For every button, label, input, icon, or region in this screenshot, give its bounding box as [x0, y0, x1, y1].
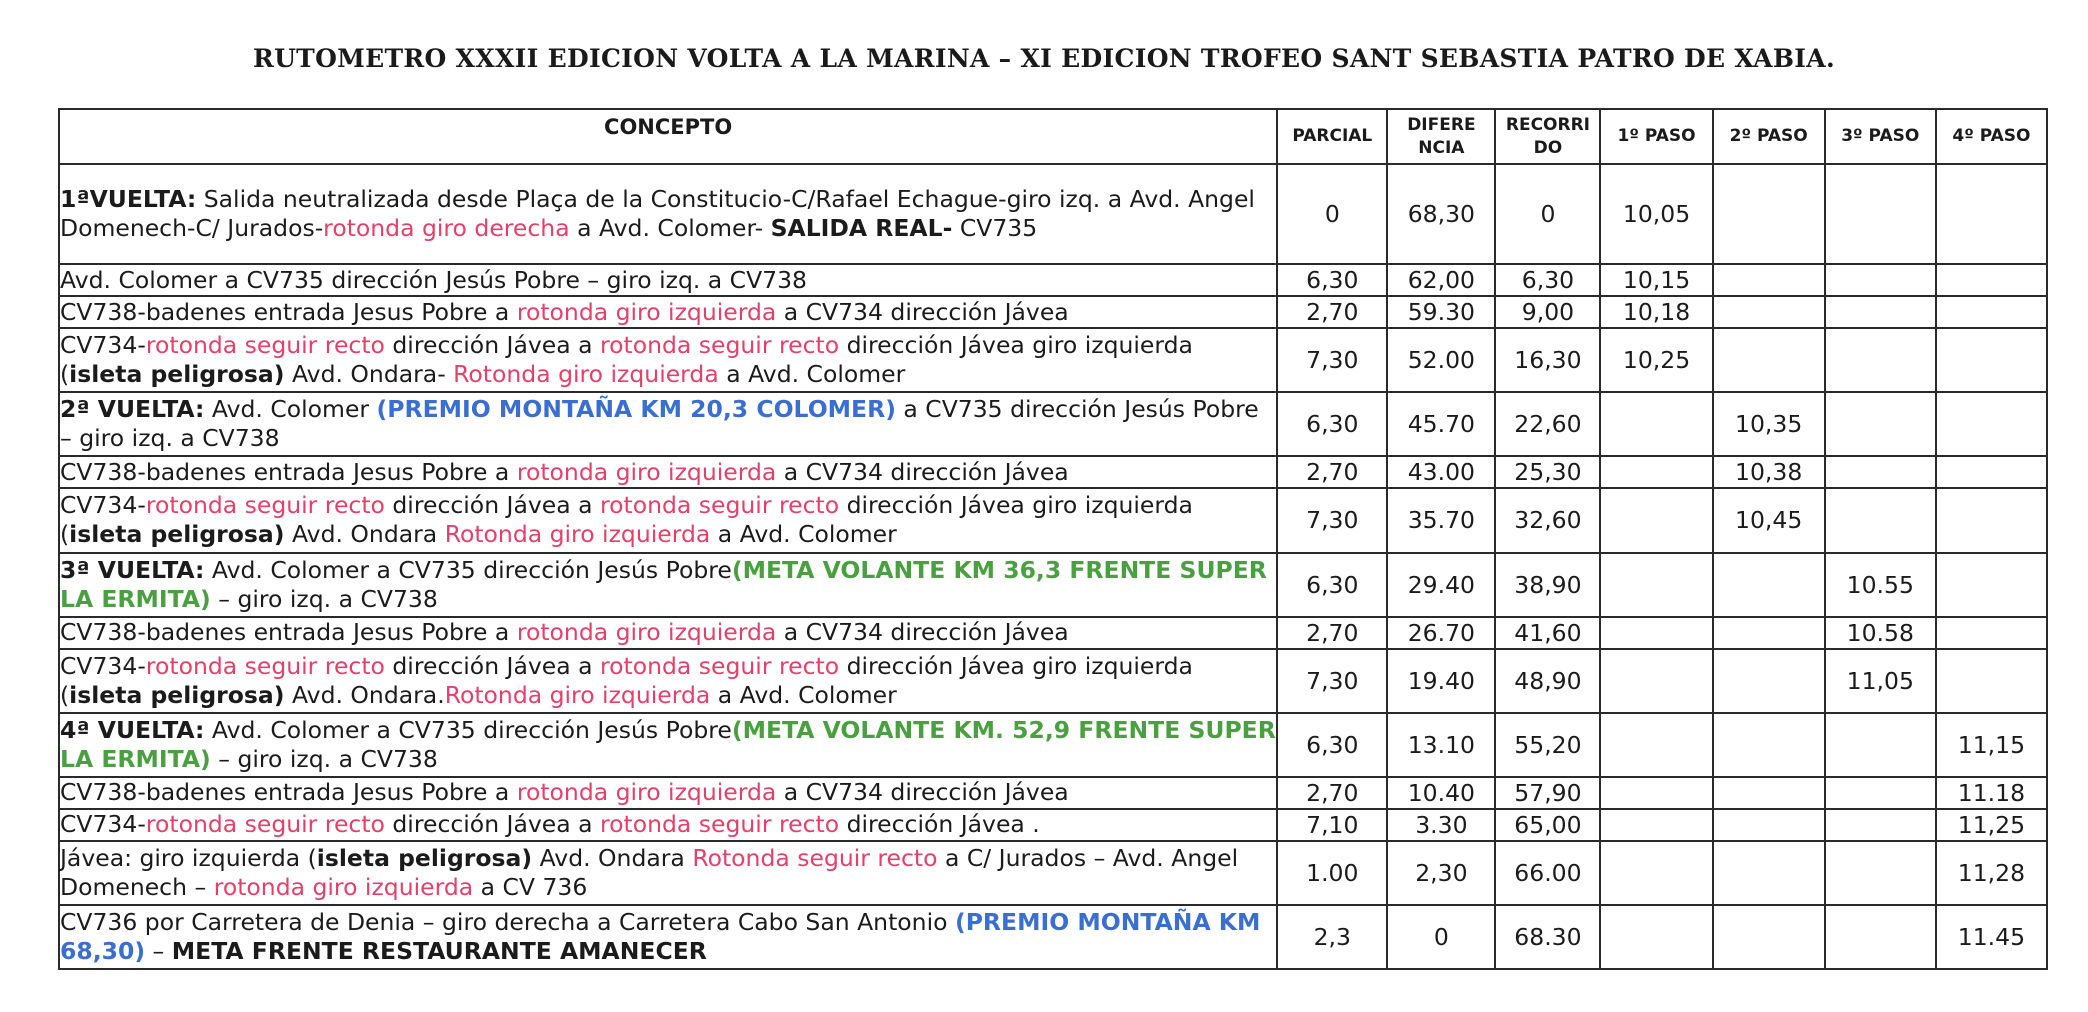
concept-segment: Salida neutralizada desde Plaça de la Constitucio-C/Rafael Echague-giro izq. a Avd. Angel Domenech-C/ Jurados- [60, 185, 1255, 243]
parcial-cell: 7,30 [1277, 328, 1387, 392]
concept-segment: Avd. Colomer a CV735 dirección Jesús Pobre [204, 715, 732, 744]
header-diferencia: DIFERE NCIA [1387, 109, 1495, 164]
concept-segment: isleta peligrosa) [69, 360, 285, 389]
parcial-cell: 2,70 [1277, 456, 1387, 488]
concept-cell [59, 456, 1277, 488]
concept-segment: a CV734 dirección Jávea [776, 618, 1069, 647]
concept-segment: a CV 736 [473, 872, 588, 901]
table-row [59, 713, 2047, 777]
concept-segment: Avd. Colomer [204, 395, 377, 424]
paso-1-cell: 10,25 [1600, 328, 1712, 392]
parcial-cell: 7,30 [1277, 488, 1387, 552]
diferencia-cell: 13.10 [1387, 713, 1495, 777]
concept-segment: a CV734 dirección Jávea [776, 297, 1069, 326]
concept-segment: CV738-badenes entrada Jesus Pobre a [60, 457, 517, 486]
paso-3-cell [1825, 713, 1936, 777]
concept-segment: (META VOLANTE KM. 52,9 FRENTE SUPER LA ERMITA) [60, 715, 1276, 773]
paso-1-cell [1600, 553, 1712, 617]
parcial-cell: 7,10 [1277, 809, 1387, 841]
paso-1-cell [1600, 905, 1712, 969]
paso-3-cell [1825, 809, 1936, 841]
recorrido-cell: 55,20 [1495, 713, 1600, 777]
concept-segment: Avd. Ondara- [284, 360, 454, 389]
concept-segment: a Avd. Colomer [710, 680, 897, 709]
recorrido-cell: 66.00 [1495, 841, 1600, 905]
recorrido-cell: 38,90 [1495, 553, 1600, 617]
paso-4-cell [1936, 553, 2047, 617]
table-row [59, 617, 2047, 649]
concept-cell [59, 809, 1277, 841]
parcial-cell: 6,30 [1277, 264, 1387, 296]
paso-2-cell: 10,35 [1713, 392, 1825, 456]
diferencia-cell: 26.70 [1387, 617, 1495, 649]
concept-segment: CV734- [60, 491, 146, 520]
paso-2-cell [1713, 264, 1825, 296]
diferencia-cell: 43.00 [1387, 456, 1495, 488]
diferencia-cell: 0 [1387, 905, 1495, 969]
paso-4-cell [1936, 264, 2047, 296]
concept-segment: Avd. Ondara [532, 843, 693, 872]
seal-emblem [972, 0, 1052, 10]
concept-segment: Avd. Ondara. [284, 680, 445, 709]
concept-segment: isleta peligrosa) [69, 520, 285, 549]
parcial-cell: 6,30 [1277, 392, 1387, 456]
recorrido-cell: 25,30 [1495, 456, 1600, 488]
paso-3-cell [1825, 328, 1936, 392]
concept-segment: a CV734 dirección Jávea [776, 457, 1069, 486]
diferencia-cell: 2,30 [1387, 841, 1495, 905]
concept-segment: dirección Jávea a [384, 651, 600, 680]
concept-segment: a CV735 dirección Jesús Pobre – giro izq. a CV738 [60, 395, 1259, 453]
paso-1-cell: 10,15 [1600, 264, 1712, 296]
table-row [59, 264, 2047, 296]
paso-4-cell [1936, 617, 2047, 649]
paso-1-cell [1600, 617, 1712, 649]
paso-4-cell: 11.18 [1936, 777, 2047, 809]
paso-1-cell [1600, 713, 1712, 777]
concept-segment: Rotonda giro izquierda [453, 360, 719, 389]
header-paso-3: 3º PASO [1825, 109, 1936, 164]
paso-1-cell [1600, 777, 1712, 809]
concept-segment: a Avd. Colomer- [569, 214, 771, 243]
concept-segment: CV738-badenes entrada Jesus Pobre a [60, 778, 517, 807]
parcial-cell: 2,70 [1277, 296, 1387, 328]
concept-segment: dirección Jávea a [384, 331, 600, 360]
concept-segment: (PREMIO MONTAÑA KM 68,30) [60, 907, 1261, 965]
paso-2-cell [1713, 617, 1825, 649]
concept-cell [59, 553, 1277, 617]
concept-segment: – giro izq. a CV738 [210, 584, 438, 613]
concept-segment: CV734- [60, 331, 146, 360]
paso-2-cell [1713, 553, 1825, 617]
paso-1-cell [1600, 456, 1712, 488]
concept-segment: Rotonda giro izquierda [444, 520, 711, 549]
table-row [59, 488, 2047, 552]
recorrido-cell: 22,60 [1495, 392, 1600, 456]
concept-segment: (PREMIO MONTAÑA KM 20,3 COLOMER) [376, 395, 896, 424]
paso-2-cell [1713, 777, 1825, 809]
table-row [59, 392, 2047, 456]
table-row [59, 905, 2047, 969]
concept-segment: rotonda seguir recto [145, 491, 385, 520]
concept-segment: rotonda seguir recto [600, 491, 840, 520]
concept-segment: dirección Jávea a [384, 810, 600, 839]
diferencia-cell: 45.70 [1387, 392, 1495, 456]
paso-4-cell [1936, 488, 2047, 552]
recorrido-cell: 6,30 [1495, 264, 1600, 296]
document-title: RUTOMETRO XXXII EDICION VOLTA A LA MARINA – XI EDICION TROFEO SANT SEBASTIA PATRO DE XABIA. [253, 44, 1835, 73]
concept-segment: rotonda giro izquierda [213, 872, 474, 901]
paso-4-cell [1936, 392, 2047, 456]
concept-segment: SALIDA REAL- [770, 214, 953, 243]
recorrido-cell: 16,30 [1495, 328, 1600, 392]
recorrido-cell: 0 [1495, 164, 1600, 264]
diferencia-cell: 19.40 [1387, 649, 1495, 713]
table-row [59, 456, 2047, 488]
concept-segment: Avd. Ondara [284, 520, 445, 549]
recorrido-cell: 48,90 [1495, 649, 1600, 713]
concept-segment: 2ª VUELTA: [60, 395, 205, 424]
concept-segment: rotonda seguir recto [145, 331, 385, 360]
paso-3-cell [1825, 164, 1936, 264]
recorrido-cell: 68.30 [1495, 905, 1600, 969]
concept-segment: dirección Jávea giro izquierda ( [60, 491, 1193, 549]
paso-2-cell [1713, 328, 1825, 392]
route-table [58, 108, 2048, 970]
parcial-cell: 7,30 [1277, 649, 1387, 713]
header-paso-2: 2º PASO [1713, 109, 1825, 164]
concept-segment: – [145, 936, 172, 965]
concept-segment: CV738-badenes entrada Jesus Pobre a [60, 618, 517, 647]
concept-segment: dirección Jávea . [839, 810, 1040, 839]
diferencia-cell: 52.00 [1387, 328, 1495, 392]
parcial-cell: 1.00 [1277, 841, 1387, 905]
diferencia-cell: 10.40 [1387, 777, 1495, 809]
concept-segment: Jávea: giro izquierda ( [60, 843, 317, 872]
paso-2-cell [1713, 649, 1825, 713]
concept-segment: rotonda giro derecha [323, 214, 570, 243]
concept-segment: CV736 por Carretera de Denia – giro derecha a Carretera Cabo San Antonio [60, 907, 955, 936]
concept-cell [59, 392, 1277, 456]
paso-3-cell: 11,05 [1825, 649, 1936, 713]
concept-segment: isleta peligrosa) [69, 680, 285, 709]
paso-3-cell [1825, 296, 1936, 328]
recorrido-cell: 41,60 [1495, 617, 1600, 649]
paso-3-cell [1825, 777, 1936, 809]
paso-4-cell [1936, 456, 2047, 488]
concept-segment: CV734- [60, 651, 146, 680]
diferencia-cell: 68,30 [1387, 164, 1495, 264]
paso-3-cell [1825, 905, 1936, 969]
route-table-body [59, 164, 2047, 969]
header-paso-4: 4º PASO [1936, 109, 2047, 164]
concept-segment: a Avd. Colomer [710, 520, 897, 549]
paso-3-cell [1825, 264, 1936, 296]
paso-1-cell [1600, 392, 1712, 456]
recorrido-cell: 65,00 [1495, 809, 1600, 841]
concept-segment: Avd. Colomer a CV735 dirección Jesús Pobre [204, 555, 732, 584]
paso-2-cell [1713, 296, 1825, 328]
diferencia-cell: 35.70 [1387, 488, 1495, 552]
paso-4-cell [1936, 328, 2047, 392]
table-row [59, 164, 2047, 264]
concept-segment: a CV734 dirección Jávea [776, 778, 1069, 807]
concept-segment: Avd. Colomer a CV735 dirección Jesús Pobre – giro izq. a CV738 [60, 265, 808, 294]
concept-segment: CV735 [952, 214, 1038, 243]
table-row [59, 777, 2047, 809]
concept-segment: Rotonda seguir recto [692, 843, 938, 872]
paso-2-cell [1713, 841, 1825, 905]
diferencia-cell: 3.30 [1387, 809, 1495, 841]
concept-segment: CV738-badenes entrada Jesus Pobre a [60, 297, 517, 326]
diferencia-cell: 29.40 [1387, 553, 1495, 617]
concept-segment: Rotonda giro izquierda [444, 680, 711, 709]
concept-cell [59, 488, 1277, 552]
concept-segment: rotonda seguir recto [600, 331, 840, 360]
header-parcial: PARCIAL [1277, 109, 1387, 164]
paso-4-cell: 11,25 [1936, 809, 2047, 841]
header-concepto: CONCEPTO [59, 109, 1277, 164]
paso-2-cell [1713, 164, 1825, 264]
recorrido-cell: 9,00 [1495, 296, 1600, 328]
concept-segment: 4ª VUELTA: [60, 715, 205, 744]
concept-segment: dirección Jávea giro izquierda ( [60, 331, 1193, 389]
concept-segment: rotonda seguir recto [600, 651, 840, 680]
paso-2-cell: 10,45 [1713, 488, 1825, 552]
paso-3-cell: 10.55 [1825, 553, 1936, 617]
concept-cell [59, 164, 1277, 264]
concept-segment: rotonda giro izquierda [516, 297, 777, 326]
concept-segment: rotonda seguir recto [145, 810, 385, 839]
concept-segment: (META VOLANTE KM 36,3 FRENTE SUPER LA ERMITA) [60, 555, 1267, 613]
parcial-cell: 6,30 [1277, 553, 1387, 617]
concept-cell [59, 841, 1277, 905]
concept-segment: rotonda giro izquierda [516, 618, 777, 647]
parcial-cell: 2,70 [1277, 777, 1387, 809]
concept-segment: CV734- [60, 810, 146, 839]
paso-1-cell: 10,18 [1600, 296, 1712, 328]
table-row [59, 296, 2047, 328]
diferencia-cell: 59.30 [1387, 296, 1495, 328]
paso-1-cell [1600, 841, 1712, 905]
paso-3-cell: 10.58 [1825, 617, 1936, 649]
concept-segment: a C/ Jurados – Avd. Angel Domenech – [60, 843, 1239, 901]
paso-4-cell: 11.45 [1936, 905, 2047, 969]
header-paso-1: 1º PASO [1600, 109, 1712, 164]
diferencia-cell: 62,00 [1387, 264, 1495, 296]
concept-cell [59, 905, 1277, 969]
recorrido-cell: 57,90 [1495, 777, 1600, 809]
paso-1-cell [1600, 809, 1712, 841]
table-row [59, 553, 2047, 617]
concept-cell [59, 617, 1277, 649]
parcial-cell: 0 [1277, 164, 1387, 264]
table-row [59, 841, 2047, 905]
paso-4-cell [1936, 296, 2047, 328]
concept-cell [59, 296, 1277, 328]
header-recorrido: RECORRI DO [1495, 109, 1600, 164]
paso-2-cell [1713, 905, 1825, 969]
paso-4-cell: 11,15 [1936, 713, 2047, 777]
paso-2-cell [1713, 809, 1825, 841]
table-row [59, 809, 2047, 841]
paso-1-cell: 10,05 [1600, 164, 1712, 264]
concept-cell [59, 328, 1277, 392]
concept-segment: rotonda seguir recto [600, 810, 840, 839]
paso-4-cell [1936, 164, 2047, 264]
paso-2-cell [1713, 713, 1825, 777]
parcial-cell: 6,30 [1277, 713, 1387, 777]
paso-3-cell [1825, 456, 1936, 488]
concept-segment: dirección Jávea giro izquierda ( [60, 651, 1193, 709]
concept-segment: META FRENTE RESTAURANTE AMANECER [171, 936, 707, 965]
concept-segment: a Avd. Colomer [718, 360, 906, 389]
paso-3-cell [1825, 488, 1936, 552]
paso-1-cell [1600, 649, 1712, 713]
table-row [59, 649, 2047, 713]
concept-cell [59, 713, 1277, 777]
concept-segment: rotonda seguir recto [145, 651, 385, 680]
concept-segment: isleta peligrosa) [316, 843, 533, 872]
table-row [59, 328, 2047, 392]
parcial-cell: 2,3 [1277, 905, 1387, 969]
parcial-cell: 2,70 [1277, 617, 1387, 649]
paso-3-cell [1825, 841, 1936, 905]
concept-segment: 1ªVUELTA: [60, 185, 197, 214]
concept-cell [59, 649, 1277, 713]
recorrido-cell: 32,60 [1495, 488, 1600, 552]
concept-segment: rotonda giro izquierda [516, 457, 777, 486]
concept-cell [59, 777, 1277, 809]
paso-1-cell [1600, 488, 1712, 552]
concept-segment: – giro izq. a CV738 [210, 744, 438, 773]
paso-4-cell: 11,28 [1936, 841, 2047, 905]
header-row [59, 109, 2047, 164]
concept-cell [59, 264, 1277, 296]
concept-segment: dirección Jávea a [384, 491, 600, 520]
paso-3-cell [1825, 392, 1936, 456]
concept-segment: 3ª VUELTA: [60, 555, 205, 584]
paso-4-cell [1936, 649, 2047, 713]
paso-2-cell: 10,38 [1713, 456, 1825, 488]
concept-segment: rotonda giro izquierda [516, 778, 777, 807]
